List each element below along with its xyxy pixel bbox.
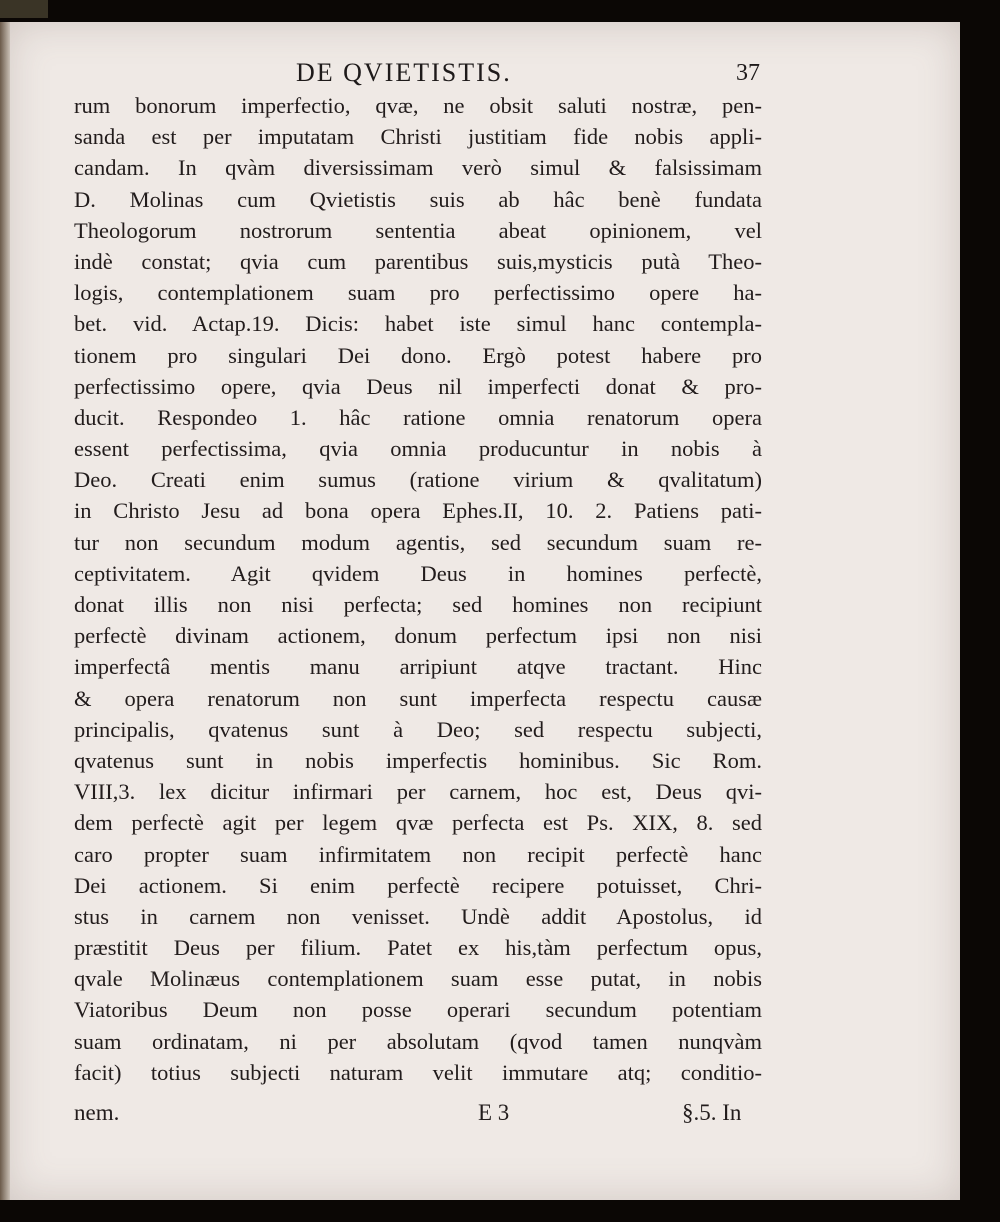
text-line: bet. vid. Actap.19. Dicis: habet iste simul hanc contempla- [74,311,762,337]
text-line: & opera renatorum non sunt imperfecta respectu causæ [74,685,762,711]
text-line: suam ordinatam, ni per absolutam (qvod tamen nunqvàm [74,1028,762,1054]
text-line: caro propter suam infirmitatem non recipit perfectè hanc [74,841,762,867]
body-text [74,90,762,1088]
text-line: qvatenus sunt in nobis imperfectis hominibus. Sic Rom. [74,747,762,773]
text-line: imperfectâ mentis manu arripiunt atqve tractant. Hinc [74,654,762,680]
text-line: dem perfectè agit per legem qvæ perfecta est Ps. XIX, 8. sed [74,810,762,836]
binding-corner [0,0,48,18]
text-line: in Christo Jesu ad bona opera Ephes.II, 10. 2. Patiens pati- [74,498,762,524]
text-line: essent perfectissima, qvia omnia producuntur in nobis à [74,436,762,462]
text-line: rum bonorum imperfectio, qvæ, ne obsit saluti nostræ, pen- [74,93,762,118]
text-line: ducit. Respondeo 1. hâc ratione omnia renatorum opera [74,404,762,430]
text-line: candam. In qvàm diversissimam verò simul & falsissimam [74,155,762,181]
text-line: Deo. Creati enim sumus (ratione virium & qvalitatum) [74,467,762,493]
catchword: §.5. In [682,1100,742,1125]
text-line: facit) totius subjecti naturam velit immutare atq; conditio- [74,1059,762,1085]
text-line: principalis, qvatenus sunt à Deo; sed respectu subjecti, [74,716,762,742]
signature-mark: E 3 [478,1100,510,1125]
text-line: stus in carnem non venisset. Undè addit Apostolus, id [74,903,762,929]
text-line: tionem pro singulari Dei dono. Ergò potest habere pro [74,342,762,368]
text-line: VIII,3. lex dicitur infirmari per carnem, hoc est, Deus qvi- [74,779,762,805]
page-header [74,58,774,92]
text-line: D. Molinas cum Qvietistis suis ab hâc benè fundata [74,186,762,212]
text-line: tur non secundum modum agentis, sed secundum suam re- [74,529,762,555]
text-line: Theologorum nostrorum sententia abeat opinionem, vel [74,217,762,243]
text-line: perfectissimo opere, qvia Deus nil imperfecti donat & pro- [74,373,762,399]
text-line: Viatoribus Deum non posse operari secundum potentiam [74,997,762,1023]
text-line: donat illis non nisi perfecta; sed homines non recipiunt [74,592,762,617]
text-line: Dei actionem. Si enim perfectè recipere potuisset, Chri- [74,872,762,898]
running-title: DE QVIETISTIS. [296,58,512,87]
text-line: logis, contemplationem suam pro perfectissimo opere ha- [74,280,762,306]
text-line: sanda est per imputatam Christi justitiam fide nobis appli- [74,124,762,150]
page-footer [74,1100,762,1134]
page-gutter-edge [0,22,10,1200]
text-line: qvale Molinæus contemplationem suam esse putat, in nobis [74,966,762,992]
page-number: 37 [736,60,760,86]
text-line: ceptivitatem. Agit qvidem Deus in homines perfectè, [74,560,762,586]
text-line: perfectè divinam actionem, donum perfectum ipsi non nisi [74,623,762,649]
text-line: indè constat; qvia cum parentibus suis,mysticis putà Theo- [74,248,762,274]
final-word: nem. [74,1100,120,1125]
text-line: præstitit Deus per filium. Patet ex his,tàm perfectum opus, [74,935,762,961]
